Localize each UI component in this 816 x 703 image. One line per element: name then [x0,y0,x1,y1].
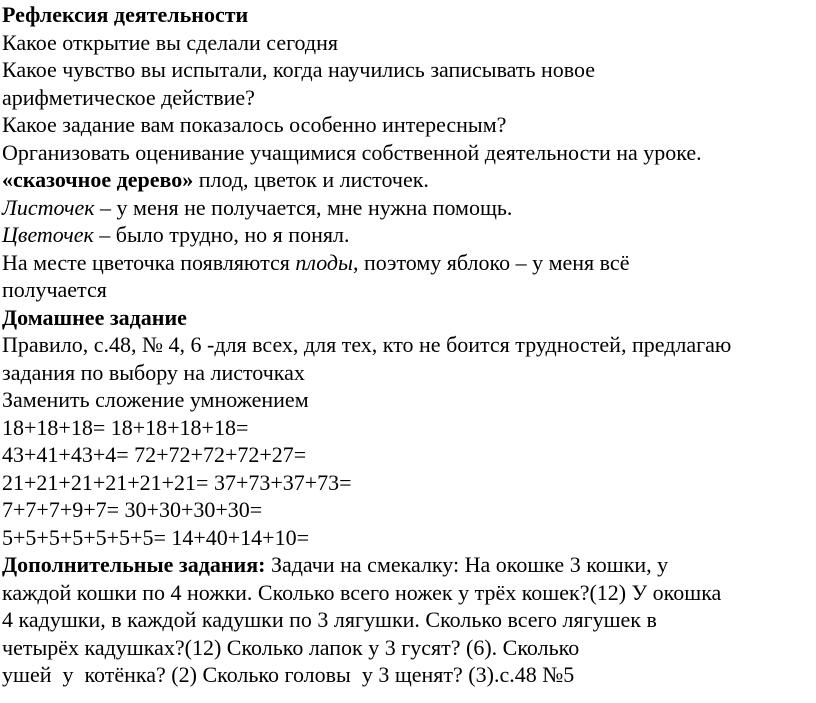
reflection-question-discovery: Какое открытие вы сделали сегодня [2,29,339,55]
fairy-tree-line [2,166,814,194]
extra-tasks-line2: каждой кошки по 4 ножки. Сколько всего ножек у трёх кошек?(12) У окошка [2,579,722,605]
reflection-organize-text: Организовать оценивание учащимися собственной деятельности на уроке. [2,139,702,165]
expression-row: 7+7+7+9+7= 30+30+30+30= [2,497,263,522]
expression-row: 43+41+43+4= 72+72+72+72+27= [2,442,307,467]
fairy-tree-term: «сказочное дерево» [2,167,194,192]
homework-rule-line2: задания по выбору на листочках [2,359,305,385]
expression-row: 21+21+21+21+21+21= 37+73+37+73= [2,469,352,495]
extra-tasks-line3: 4 кадушки, в каждой кадушки по 3 лягушки. Сколько всего лягушек в [2,607,657,632]
extra-tasks-text: Задачи на смекалку: На окошке 3 кошки, у [265,552,669,577]
flower-term: Цветочек [2,222,94,247]
reflection-question-interesting: Какое задание вам показалось особенно интересным? [2,112,507,137]
fruit-prefix: На месте цветочка появляются [2,249,296,275]
extra-tasks-line4: четырёх кадушках?(12) Сколько лапок у 3 гусят? (6). Сколько [2,634,580,660]
extra-tasks-line5: ушей у котёнка? (2) Сколько головы у 3 щенят? (3).с.48 №5 [2,662,575,687]
extra-tasks-heading: Дополнительные задания: [2,552,266,577]
reflection-question-feeling-line1: Какое чувство вы испытали, когда научились записывать новое [2,57,596,82]
reflection-question-feeling-line2: арифметическое действие? [2,84,255,110]
fruit-term: плоды [295,249,353,275]
homework-heading: Домашнее задание [2,304,187,330]
extra-tasks-line1 [2,551,814,579]
fruit-suffix: , поэтому яблоко – у меня всё [352,249,630,275]
leaf-term: Листочек [2,194,95,220]
document-page [2,1,814,689]
expression-row: 18+18+18= 18+18+18+18= [2,414,249,440]
homework-rule-line1: Правило, с.48, № 4, 6 -для всех, для тех, кто не боится трудностей, предлагаю [2,332,732,357]
leaf-line [2,194,814,222]
fruit-line [2,249,814,277]
fairy-tree-description: плод, цветок и листочек. [193,167,429,192]
flower-description: – было трудно, но я понял. [93,222,350,247]
homework-replace-title: Заменить сложение умножением [2,387,309,412]
leaf-description: – у меня не получается, мне нужна помощь. [94,194,513,220]
expression-row: 5+5+5+5+5+5+5= 14+40+14+10= [2,524,309,550]
reflection-heading: Рефлексия деятельности [2,2,249,27]
flower-line [2,221,814,249]
fruit-line-continued: получается [2,277,107,302]
